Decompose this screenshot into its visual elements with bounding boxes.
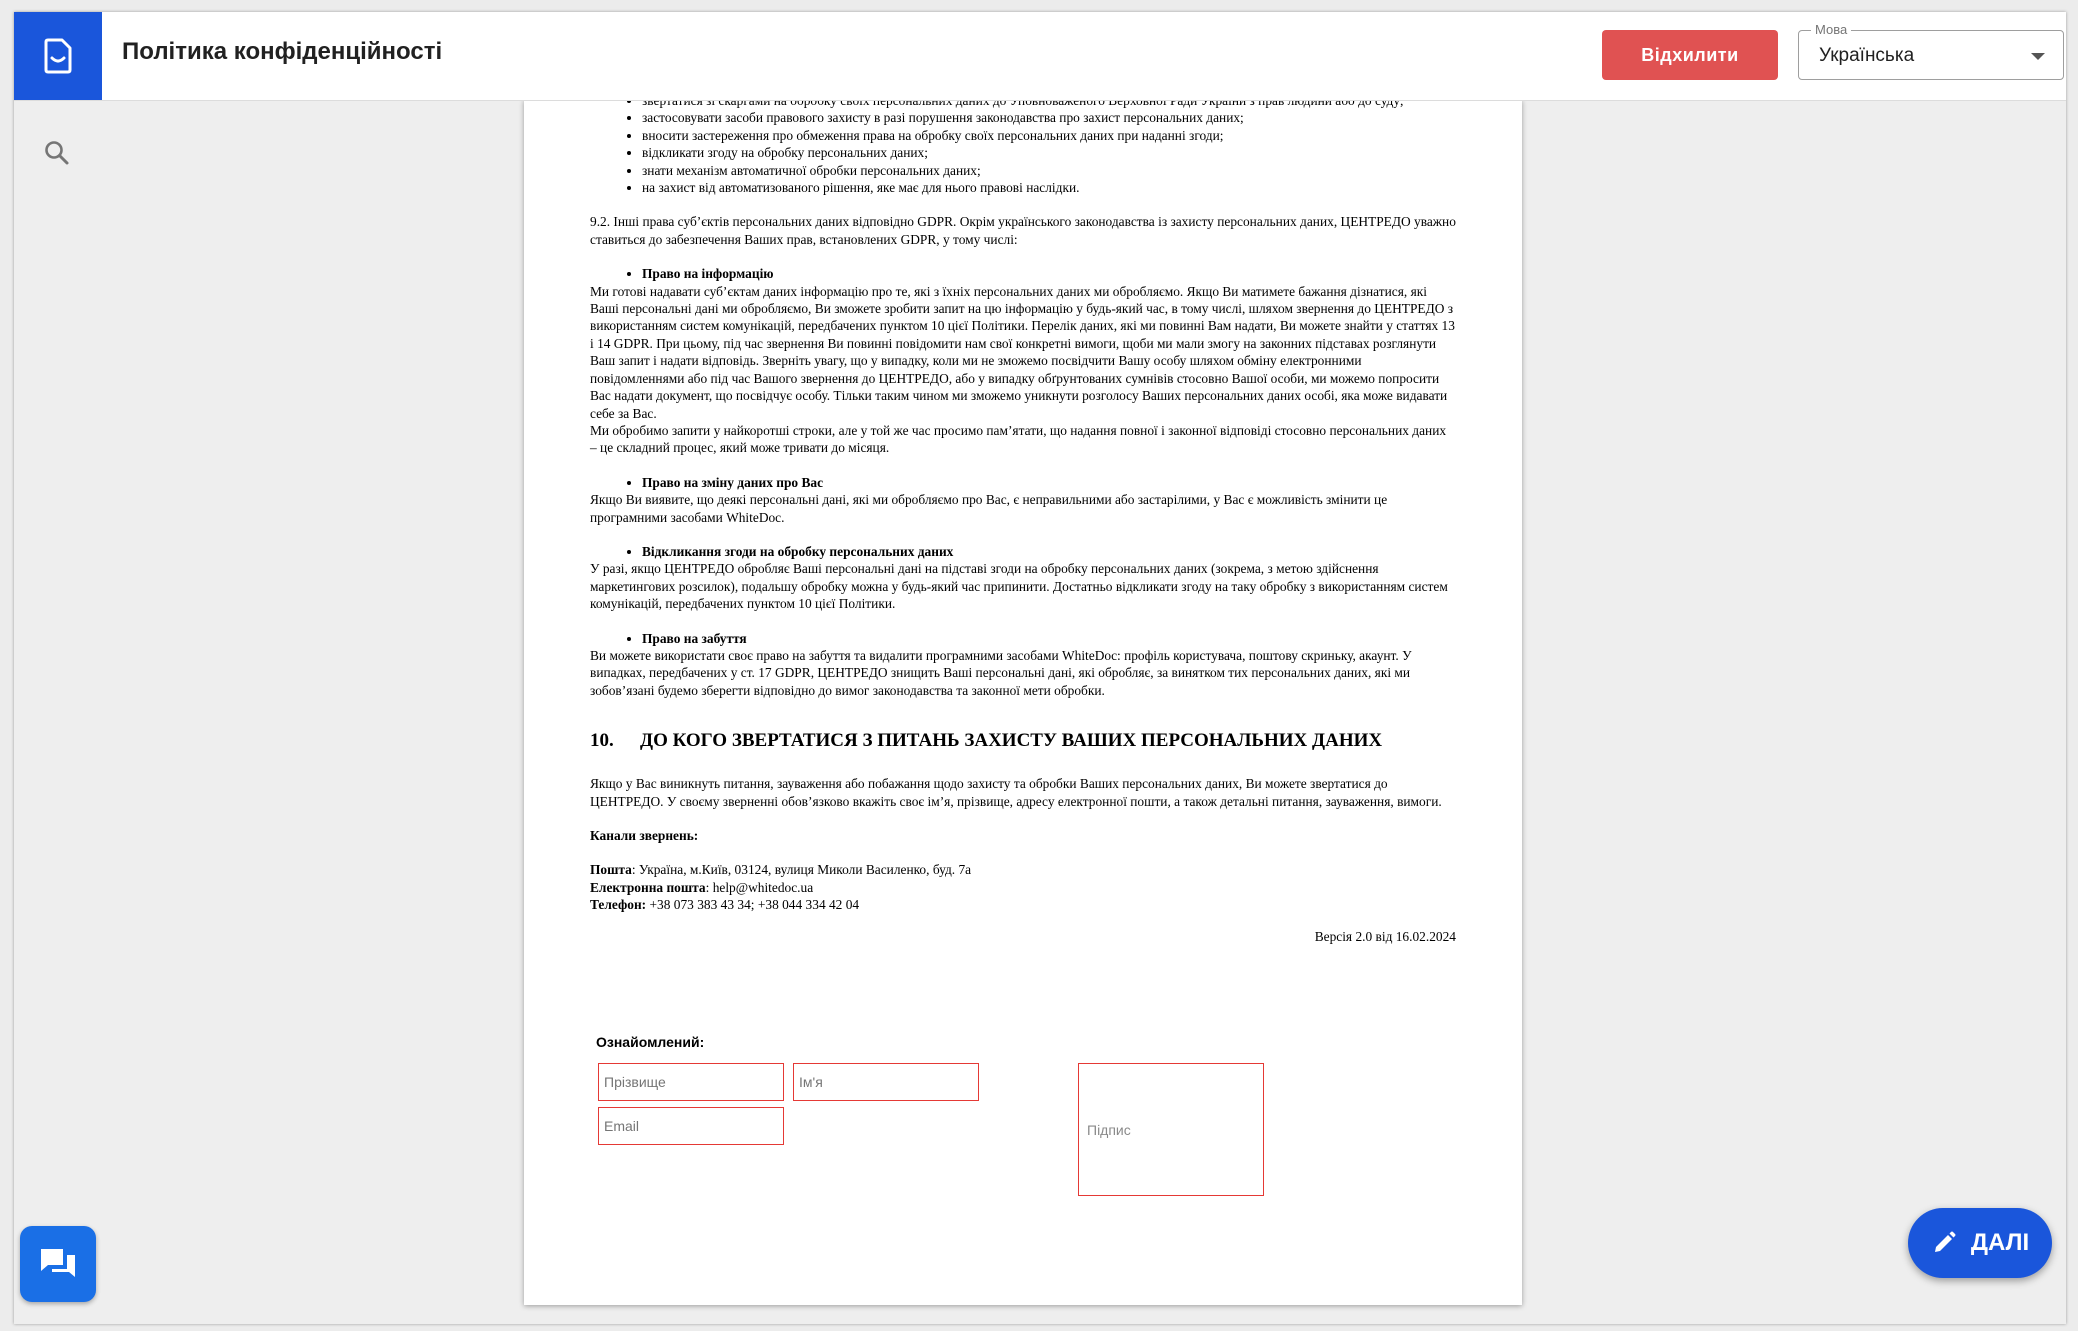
language-value: Українська	[1819, 45, 1915, 66]
pencil-icon	[1931, 1230, 1957, 1256]
contact-email: Електронна пошта: help@whitedoc.ua	[590, 879, 814, 895]
section-9-2-text: 9.2. Інші права суб’єктів персональних даних відповідно GDPR. Окрім українського законодавства із захисту персональних даних, ЦЕНТРЕДО уважно ставиться до забезпечення Ваших прав, встановлених GDPR, у тому числі:	[590, 214, 1456, 247]
acknowledged-label: Ознайомлений:	[596, 1034, 705, 1050]
right-withdraw-title: Відкликання згоди на обробку персональних даних	[642, 543, 954, 559]
list-item: • застосовувати засоби правового захисту в разі порушення законодавства про захист персональних даних;	[642, 109, 1456, 126]
section-10-text: Якщо у Вас виникнуть питання, зауваження або побажання щодо захисту та обробки Ваших персональних даних, Ви можете звертатися до ЦЕНТРЕДО. У своєму зверненні обов’язково вкажіть своє ім’я, прізвище, адресу електронної пошти, а також детальні питання, зауваження, вимоги.	[590, 776, 1442, 809]
rights-list	[590, 92, 1456, 196]
right-withdraw-text: У разі, якщо ЦЕНТРЕДО обробляє Ваші персональні дані на підставі згоди на обробку персональних даних (зокрема, з метою здійснення маркетингових розсилок), подальшу обробку можна у будь-який час припинити. Достатньо відкликати згоду на таку обробку з використанням систем комунікацій, передбачених пунктом 10 цієї Політики.	[590, 561, 1448, 612]
signature-field[interactable]	[1078, 1063, 1264, 1196]
decline-button[interactable]: Відхилити	[1602, 30, 1778, 80]
chat-icon	[38, 1246, 78, 1282]
section-10-number: 10.	[590, 730, 614, 752]
language-select[interactable]	[1798, 22, 2064, 80]
right-forget-text: Ви можете використати своє право на забуття та видалити програмними засобами WhiteDoc: профіль користувача, поштову скриньку, акаунт. У випадках, передбачених у ст. 17 GDPR, ЦЕНТРЕДО знищить Ваші персональні дані, які обробляє, за винятком тих персональних даних, які ми зобов’язані будемо зберегти відповідно до вимог законодавства та законної мети обробки.	[590, 647, 1412, 698]
signature-label: Підпис	[1087, 1122, 1131, 1138]
search-icon[interactable]	[42, 138, 72, 168]
right-info-title: Право на інформацію	[642, 266, 774, 282]
name-input[interactable]	[793, 1063, 979, 1101]
surname-input[interactable]	[598, 1063, 784, 1101]
list-item: • знати механізм автоматичної обробки персональних даних;	[642, 162, 1456, 179]
channels-title: Канали звернень:	[590, 828, 699, 843]
right-info-text-2: Ми обробимо запити у найкоротші строки, але у той же час просимо пам’ятати, що надання повної і законної відповіді стосовно персональних даних – це складний процес, який може тривати до місяця.	[590, 422, 1447, 456]
language-legend: Мова	[1811, 22, 1851, 37]
right-change-text: Якщо Ви виявите, що деякі персональні дані, які ми обробляємо про Вас, є неправильними або застарілими, у Вас є можливість змінити це програмними засобами WhiteDoc.	[590, 492, 1388, 525]
right-forget-title: Право на забуття	[642, 630, 747, 646]
document-version: Версія 2.0 від 16.02.2024	[1314, 928, 1456, 944]
next-button[interactable]	[1908, 1208, 2052, 1278]
chat-button[interactable]	[20, 1226, 96, 1302]
next-label: ДАЛІ	[1970, 1229, 2030, 1256]
document-page	[524, 100, 1522, 1305]
list-item: • відкликати згоду на обробку персональних даних;	[642, 144, 1456, 161]
list-item: • на захист від автоматизованого рішення, яке має для нього правові наслідки.	[642, 179, 1456, 196]
document-logo	[14, 12, 102, 100]
section-10-heading	[590, 729, 1456, 753]
right-change-title: Право на зміну даних про Вас	[642, 474, 824, 490]
contact-post: Пошта: Україна, м.Київ, 03124, вулиця Миколи Василенко, буд. 7а	[590, 862, 972, 878]
right-info-text: Ми готові надавати суб’єктам даних інформацію про те, які з їхніх персональних даних ми обробляємо. Якщо Ви матимете бажання дізнатися, які Ваші персональні дані ми обробляємо, Ви зможете зробити запит на цю інформацію у будь-який час, в тому числі, шляхом звернення до ЦЕНТРЕДО з використанням систем комунікацій, передбачених пунктом 10 цієї Політики. Перелік даних, які ми повинні Вам надати, Ви можете знайти у статтях 13 і 14 GDPR. При цьому, під час звернення Ви повинні повідомити нам свої конкретні вимоги, щоби ми мали змогу на законних підставах розглянути Ваш запит і надати відповідь. Зверніть увагу, що у випадку, коли ми не зможемо посвідчити Вашу особу шляхом обміну електронними повідомленнями або під час Вашого звернення до ЦЕНТРЕДО, або у випадку обґрунтованих сумнівів стосовно Вашої особи, ми можемо попросити Вас надати документ, що посвідчує особу. Тільки таким чином ми зможемо уникнути розголосу Ваших персональних даних особі, яка може видавати себе за Вас.	[590, 283, 1455, 421]
app-frame	[14, 12, 2066, 1324]
list-item: • вносити застереження про обмеження права на обробку своїх персональних даних при наданні згоди;	[642, 127, 1456, 144]
chevron-down-icon	[2031, 53, 2045, 60]
contact-phone: Телефон: +38 073 383 43 34; +38 044 334 42 04	[590, 897, 860, 913]
section-10-title: ДО КОГО ЗВЕРТАТИСЯ З ПИТАНЬ ЗАХИСТУ ВАШИХ ПЕРСОНАЛЬНИХ ДАНИХ	[640, 730, 1383, 752]
document-content	[590, 92, 1456, 945]
document-icon	[42, 38, 74, 74]
top-bar	[14, 12, 2066, 101]
email-input[interactable]	[598, 1107, 784, 1145]
page-title: Політика конфіденційності	[122, 38, 443, 65]
